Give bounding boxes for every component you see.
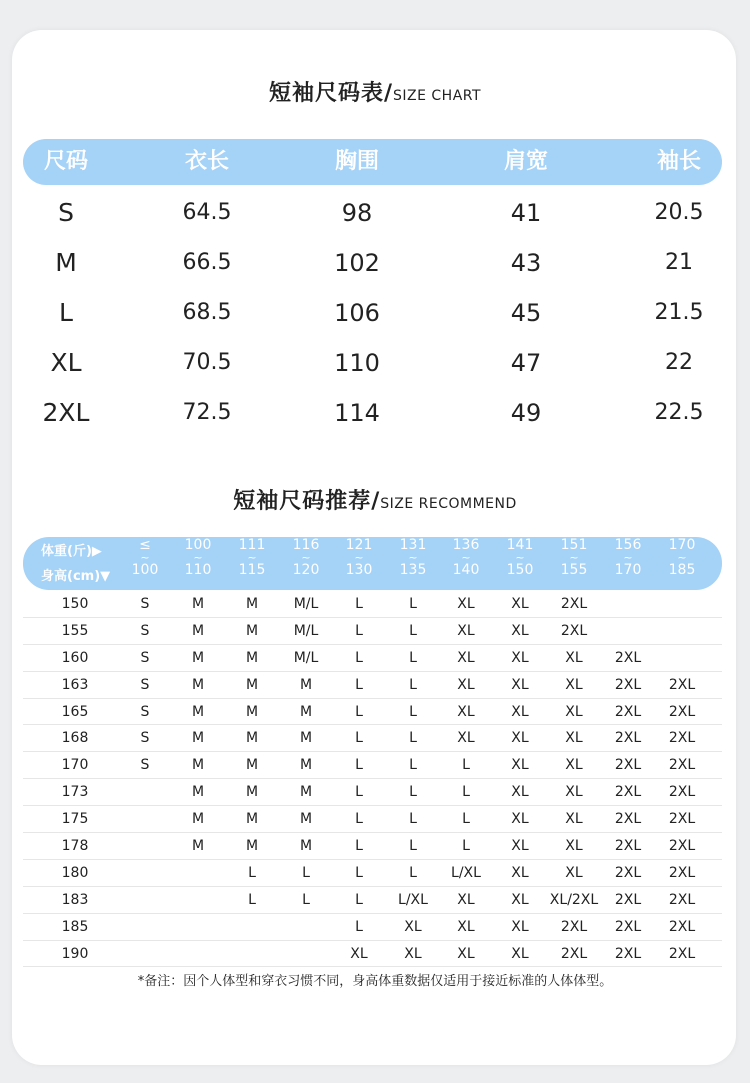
recommended-size: S	[140, 676, 150, 693]
recommended-size: 2XL	[668, 838, 696, 855]
size-recommend-row	[23, 672, 722, 699]
weight-range-header	[329, 539, 389, 577]
recommended-size: XL	[457, 649, 475, 666]
recommended-size: M	[299, 730, 313, 747]
weight-range-top: 116	[292, 537, 320, 553]
recommended-size: L	[302, 864, 310, 881]
recommended-size: 2XL	[614, 891, 642, 908]
recommended-size: M	[245, 838, 259, 855]
weight-range-top: 170	[668, 537, 696, 553]
weight-range-top: 100	[184, 537, 212, 553]
recommended-size: XL	[457, 703, 475, 720]
weight-range-bottom: 135	[399, 562, 427, 578]
recommended-size: XL	[511, 838, 529, 855]
size-chart-cell: 72.5	[182, 400, 232, 425]
recommended-size: 2XL	[668, 811, 696, 828]
recommended-size: 2XL	[614, 811, 642, 828]
recommended-size: M	[191, 757, 205, 774]
recommended-size: M	[191, 784, 205, 801]
size-chart-cell: 66.5	[182, 250, 232, 275]
recommended-size: L/XL	[398, 891, 428, 908]
weight-range-top: 136	[452, 537, 480, 553]
height-value: 183	[61, 891, 89, 908]
recommended-size: M	[299, 703, 313, 720]
weight-range-top: 141	[506, 537, 534, 553]
weight-range-tilde: ~	[677, 551, 687, 564]
recommended-size: XL	[565, 838, 583, 855]
size-chart-cell: 21	[665, 250, 693, 275]
recommended-size: 2XL	[668, 703, 696, 720]
recommended-size: M	[191, 730, 205, 747]
recommended-size: 2XL	[668, 784, 696, 801]
recommended-size: L	[302, 891, 310, 908]
size-recommend-title-en: SIZE RECOMMEND	[380, 496, 517, 512]
recommended-size: L	[462, 757, 470, 774]
recommended-size: 2XL	[614, 703, 642, 720]
size-recommend-row	[23, 806, 722, 833]
weight-range-bottom: 155	[560, 562, 588, 578]
recommended-size: M	[245, 596, 259, 612]
size-chart-cell: 110	[334, 349, 380, 377]
recommended-size: L	[355, 811, 363, 828]
recommended-size: XL	[511, 891, 529, 908]
recommended-size: M	[191, 811, 205, 828]
recommended-size: 2XL	[668, 730, 696, 747]
size-recommend-title-cn: 短袖尺码推荐/	[233, 489, 381, 514]
recommended-size: L	[355, 703, 363, 720]
size-recommend-title	[0, 484, 750, 515]
recommended-size: XL	[511, 811, 529, 828]
recommended-size: M	[299, 838, 313, 855]
weight-range-bottom: 170	[614, 562, 642, 578]
size-chart-header-cell: 尺码	[43, 149, 89, 174]
recommended-size: 2XL	[668, 918, 696, 935]
weight-range-header	[115, 539, 175, 577]
size-recommend-row	[23, 833, 722, 860]
size-recommend-row	[23, 645, 722, 672]
height-value: 163	[61, 676, 89, 693]
recommended-size: 2XL	[668, 945, 696, 962]
recommended-size: XL	[565, 864, 583, 881]
size-chart-cell: 20.5	[654, 200, 704, 225]
recommended-size: XL	[350, 945, 368, 962]
recommended-size: XL	[457, 730, 475, 747]
size-chart-cell: 102	[334, 249, 380, 277]
weight-range-tilde: ~	[354, 551, 364, 564]
recommended-size: L	[355, 784, 363, 801]
size-chart-title-cn: 短袖尺码表/	[268, 81, 393, 106]
height-label: 身高(cm)▼	[41, 569, 111, 584]
recommended-size: M	[191, 596, 205, 612]
recommended-size: XL	[457, 945, 475, 962]
weight-range-header	[652, 539, 712, 577]
size-chart-cell: 45	[510, 299, 542, 327]
size-chart-title	[0, 76, 750, 107]
weight-range-header	[598, 539, 658, 577]
recommended-size: M	[299, 757, 313, 774]
recommended-size: S	[140, 649, 150, 666]
recommended-size: M	[191, 838, 205, 855]
recommended-size: XL	[511, 676, 529, 693]
weight-range-top: 131	[399, 537, 427, 553]
recommended-size: L	[462, 811, 470, 828]
size-label: L	[59, 298, 73, 327]
size-chart-header-cell: 胸围	[334, 149, 380, 174]
recommended-size: M	[245, 676, 259, 693]
size-chart-cell: 47	[510, 349, 542, 377]
recommended-size: XL	[511, 730, 529, 747]
weight-range-bottom: 185	[668, 562, 696, 578]
size-chart-cell: 70.5	[182, 350, 232, 375]
weight-range-top: ≤	[139, 537, 151, 553]
weight-range-top: 151	[560, 537, 588, 553]
recommended-size: XL	[511, 918, 529, 935]
height-value: 175	[61, 811, 89, 828]
recommended-size: S	[140, 730, 150, 747]
recommended-size: L	[355, 864, 363, 881]
recommended-size: L/XL	[451, 864, 481, 881]
size-recommend-row	[23, 914, 722, 941]
recommended-size: 2XL	[614, 918, 642, 935]
recommended-size: S	[140, 703, 150, 720]
weight-range-tilde: ~	[408, 551, 418, 564]
recommended-size: 2XL	[668, 676, 696, 693]
recommended-size: L	[409, 784, 417, 801]
size-recommend-row	[23, 699, 722, 726]
recommended-size: L	[409, 622, 417, 639]
recommended-size: S	[140, 596, 150, 612]
recommended-size: M	[191, 703, 205, 720]
weight-range-bottom: 110	[184, 562, 212, 578]
recommended-size: L	[409, 864, 417, 881]
weight-range-tilde: ~	[140, 551, 150, 564]
height-value: 180	[61, 864, 89, 881]
recommended-size: XL	[457, 918, 475, 935]
weight-range-top: 121	[345, 537, 373, 553]
recommended-size: XL	[511, 757, 529, 774]
size-chart-row	[0, 393, 750, 433]
recommended-size: M	[191, 622, 205, 639]
recommended-size: XL	[511, 945, 529, 962]
size-recommend-row	[23, 725, 722, 752]
recommended-size: M	[299, 676, 313, 693]
size-chart-cell: 98	[341, 199, 373, 227]
size-chart-header-cell: 肩宽	[503, 149, 549, 174]
recommended-size: L	[409, 838, 417, 855]
recommended-size: M	[245, 784, 259, 801]
recommended-size: 2XL	[560, 918, 588, 935]
height-value: 178	[61, 838, 89, 855]
weight-range-tilde: ~	[569, 551, 579, 564]
recommended-size: 2XL	[614, 676, 642, 693]
recommended-size: 2XL	[668, 864, 696, 881]
recommended-size: L	[355, 596, 363, 612]
size-recommend-row	[23, 618, 722, 645]
footnote: *备注：因个人体型和穿衣习惯不同，身高体重数据仅适用于接近标准的人体体型。	[137, 974, 613, 989]
weight-range-tilde: ~	[247, 551, 257, 564]
weight-range-bottom: 100	[131, 562, 159, 578]
size-chart-header-cell: 袖长	[656, 149, 702, 174]
height-value: 190	[61, 945, 89, 962]
recommended-size: M	[245, 730, 259, 747]
size-chart-cell: 68.5	[182, 300, 232, 325]
size-chart-cell: 22	[665, 350, 693, 375]
height-value: 150	[61, 596, 89, 612]
recommended-size: L	[355, 676, 363, 693]
recommended-size: XL	[511, 649, 529, 666]
recommended-size: M	[245, 622, 259, 639]
weight-range-tilde: ~	[623, 551, 633, 564]
size-label: M	[55, 248, 77, 277]
weight-range-header	[383, 539, 443, 577]
recommended-size: M/L	[293, 596, 319, 612]
recommended-size: L	[409, 757, 417, 774]
recommended-size: L	[355, 757, 363, 774]
recommended-size: 2XL	[614, 945, 642, 962]
weight-range-header	[490, 539, 550, 577]
recommended-size: L	[409, 676, 417, 693]
size-recommend-header	[23, 537, 722, 590]
size-recommend-row	[23, 591, 722, 618]
size-label: S	[58, 198, 74, 227]
recommended-size: L	[355, 918, 363, 935]
size-label: XL	[50, 348, 82, 377]
weight-range-bottom: 150	[506, 562, 534, 578]
size-chart-header	[23, 139, 722, 185]
height-value: 168	[61, 730, 89, 747]
recommended-size: M	[245, 757, 259, 774]
recommended-size: XL	[511, 784, 529, 801]
recommended-size: M	[299, 784, 313, 801]
height-value: 173	[61, 784, 89, 801]
recommended-size: 2XL	[614, 757, 642, 774]
recommended-size: XL	[565, 784, 583, 801]
recommended-size: L	[409, 649, 417, 666]
size-chart-header-cell: 衣长	[184, 149, 230, 174]
size-label: 2XL	[42, 398, 90, 427]
recommended-size: L	[409, 596, 417, 612]
recommended-size: L	[355, 730, 363, 747]
recommended-size: L	[355, 649, 363, 666]
weight-range-bottom: 140	[452, 562, 480, 578]
weight-range-bottom: 120	[292, 562, 320, 578]
size-chart-cell: 21.5	[654, 300, 704, 325]
recommended-size: XL	[565, 676, 583, 693]
size-recommend-row	[23, 779, 722, 806]
recommended-size: XL	[511, 703, 529, 720]
recommended-size: L	[355, 838, 363, 855]
recommended-size: XL	[457, 676, 475, 693]
recommended-size: XL	[511, 622, 529, 639]
size-recommend-body	[23, 591, 722, 967]
recommended-size: 2XL	[614, 838, 642, 855]
size-chart-row	[0, 243, 750, 283]
recommended-size: L	[355, 622, 363, 639]
recommended-size: 2XL	[614, 730, 642, 747]
weight-range-header	[436, 539, 496, 577]
weight-range-bottom: 115	[238, 562, 266, 578]
recommended-size: L	[409, 811, 417, 828]
height-value: 155	[61, 622, 89, 639]
recommended-size: 2XL	[560, 622, 588, 639]
size-chart-cell: 41	[510, 199, 542, 227]
size-recommend-row	[23, 941, 722, 968]
recommended-size: XL	[565, 757, 583, 774]
weight-range-tilde: ~	[301, 551, 311, 564]
recommended-size: XL	[565, 649, 583, 666]
recommended-size: S	[140, 622, 150, 639]
size-chart-row	[0, 293, 750, 333]
recommended-size: XL	[457, 596, 475, 612]
recommended-size: 2XL	[560, 596, 588, 612]
size-recommend-row	[23, 752, 722, 779]
recommended-size: L	[248, 891, 256, 908]
size-chart-cell: 64.5	[182, 200, 232, 225]
recommended-size: XL	[511, 864, 529, 881]
weight-range-tilde: ~	[515, 551, 525, 564]
height-value: 165	[61, 703, 89, 720]
weight-range-header	[222, 539, 282, 577]
size-chart-cell: 106	[334, 299, 380, 327]
recommended-size: M	[191, 676, 205, 693]
recommended-size: 2XL	[614, 784, 642, 801]
size-chart-cell: 114	[334, 399, 380, 427]
size-chart-cell: 49	[510, 399, 542, 427]
recommended-size: XL	[511, 596, 529, 612]
recommended-size: 2XL	[668, 891, 696, 908]
size-chart-title-en: SIZE CHART	[393, 88, 482, 104]
recommended-size: M	[245, 703, 259, 720]
size-chart-cell: 43	[510, 249, 542, 277]
weight-range-bottom: 130	[345, 562, 373, 578]
recommended-size: L	[462, 838, 470, 855]
recommended-size: XL	[404, 918, 422, 935]
size-chart-cell: 22.5	[654, 400, 704, 425]
recommended-size: XL/2XL	[549, 891, 599, 908]
weight-range-tilde: ~	[193, 551, 203, 564]
height-value: 160	[61, 649, 89, 666]
height-value: 170	[61, 757, 89, 774]
recommended-size: S	[140, 757, 150, 774]
recommended-size: XL	[565, 811, 583, 828]
recommended-size: XL	[457, 891, 475, 908]
weight-range-header	[544, 539, 604, 577]
weight-range-top: 156	[614, 537, 642, 553]
recommended-size: XL	[565, 703, 583, 720]
size-chart-row	[0, 343, 750, 383]
weight-label: 体重(斤)▶	[41, 544, 102, 559]
recommended-size: 2XL	[668, 757, 696, 774]
recommended-size: 2XL	[614, 864, 642, 881]
recommended-size: 2XL	[614, 649, 642, 666]
recommended-size: M/L	[293, 649, 319, 666]
weight-range-top: 111	[238, 537, 266, 553]
recommended-size: L	[248, 864, 256, 881]
recommended-size: XL	[565, 730, 583, 747]
recommended-size: M	[245, 649, 259, 666]
recommended-size: M	[191, 649, 205, 666]
recommended-size: L	[355, 891, 363, 908]
height-value: 185	[61, 918, 89, 935]
size-recommend-row	[23, 887, 722, 914]
recommended-size: M/L	[293, 622, 319, 639]
recommended-size: M	[299, 811, 313, 828]
weight-range-tilde: ~	[461, 551, 471, 564]
recommended-size: XL	[457, 622, 475, 639]
recommended-size: L	[409, 730, 417, 747]
weight-range-header	[276, 539, 336, 577]
recommended-size: XL	[404, 945, 422, 962]
recommended-size: 2XL	[560, 945, 588, 962]
size-chart-row	[0, 193, 750, 233]
size-recommend-row	[23, 860, 722, 887]
weight-range-header	[168, 539, 228, 577]
recommended-size: L	[462, 784, 470, 801]
recommended-size: M	[245, 811, 259, 828]
recommended-size: L	[409, 703, 417, 720]
